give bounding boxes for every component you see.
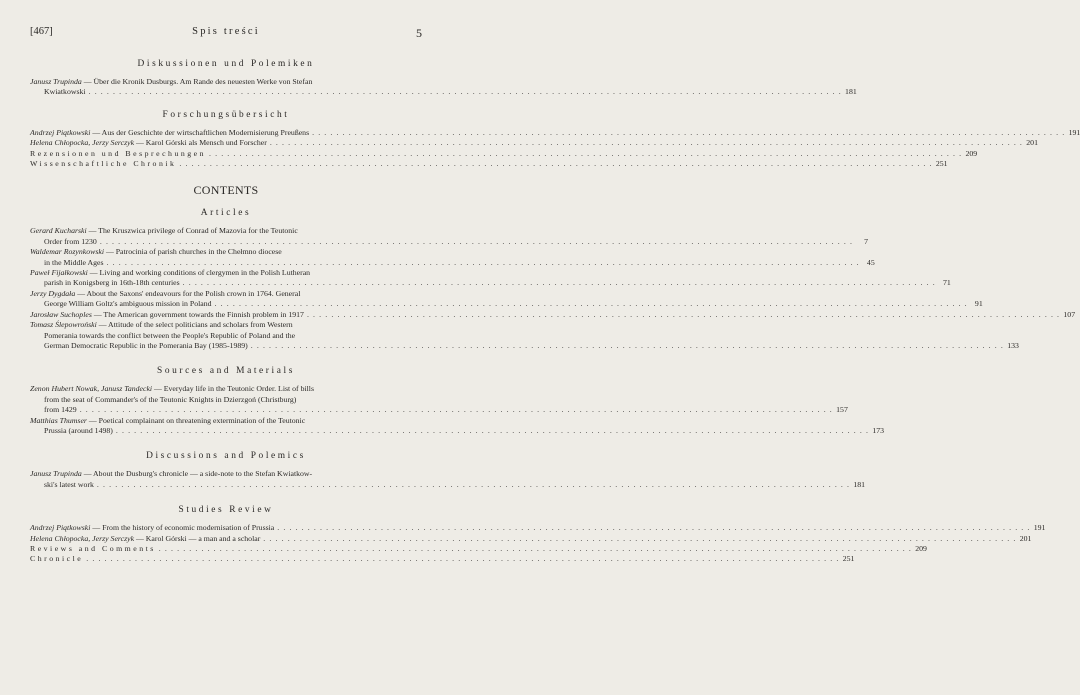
toc-line xyxy=(30,247,422,257)
toc-line xyxy=(30,77,422,87)
entry-page-number: 71 xyxy=(943,278,951,288)
entry-title: — The Kruszwica privilege of Conrad of Mazovia for the Teutonic xyxy=(86,226,298,236)
entry-text xyxy=(44,258,104,268)
dot-leader xyxy=(107,258,860,268)
entry-text xyxy=(30,416,305,426)
toc-line xyxy=(30,268,422,278)
table-of-contents xyxy=(30,58,1080,565)
toc-entry xyxy=(30,523,1046,533)
entry-title: — Karol Górski als Mensch und Forscher xyxy=(134,138,267,148)
entry-title: Rezensionen und Besprechungen xyxy=(30,148,206,158)
dot-leader xyxy=(116,426,869,436)
entry-author: Helena Chłopocka, Jerzy Serczyk xyxy=(30,533,135,543)
toc-entry xyxy=(30,384,848,415)
toc-entry xyxy=(30,247,875,268)
toc-entry xyxy=(30,148,978,159)
toc-line xyxy=(30,469,422,479)
dot-leader xyxy=(86,554,839,564)
entry-title: Kwiatkowski xyxy=(44,87,86,97)
entry-author: Andrzej Piątkowski xyxy=(30,523,91,533)
toc-entry xyxy=(30,288,983,310)
toc-line xyxy=(30,320,422,330)
entry-text xyxy=(30,289,300,299)
toc-line xyxy=(30,257,875,268)
header-title: Spis treści xyxy=(192,26,260,37)
section-spacer xyxy=(30,490,422,504)
entry-text xyxy=(44,395,296,405)
entry-page-number: 251 xyxy=(935,159,948,169)
toc-line xyxy=(30,395,422,405)
toc-entry xyxy=(30,533,1032,544)
entry-author: Janusz Trupinda xyxy=(30,77,82,86)
page-header xyxy=(30,26,422,40)
toc-line xyxy=(30,236,868,247)
entry-page-number: 173 xyxy=(872,425,885,435)
entry-text xyxy=(30,226,298,236)
entry-page-number: 209 xyxy=(915,543,927,553)
entry-text xyxy=(44,237,97,247)
entry-text xyxy=(44,331,295,341)
contents-heading: CONTENTS xyxy=(193,183,259,198)
entry-author: Jarosław Suchoples xyxy=(30,309,92,319)
entry-text xyxy=(30,469,312,479)
entry-page-number: 157 xyxy=(836,405,848,415)
toc-line xyxy=(30,416,422,426)
entry-author: Zenon Hubert Nowak, Janusz Tandecki xyxy=(30,384,153,394)
entry-title: George William Goltz's ambiguous mission in Poland xyxy=(44,299,212,309)
entry-title: parish in Konigsberg in 16th-18th centuries xyxy=(44,278,180,288)
entry-author: Jerzy Dygdała xyxy=(30,288,76,298)
toc-line xyxy=(30,384,422,394)
dot-leader xyxy=(100,237,853,247)
section-heading: Diskussionen und Polemiken xyxy=(137,59,315,69)
section-spacer xyxy=(30,169,422,183)
entry-title: — The American government towards the Finnish problem in 1917 xyxy=(91,309,304,319)
toc-entry xyxy=(30,77,857,98)
entry-author: Tomasz Ślepowroński xyxy=(30,320,97,330)
dot-leader xyxy=(312,128,1065,138)
toc-entry xyxy=(30,127,1080,138)
toc-line xyxy=(30,554,855,564)
entry-author: Matthias Thumser xyxy=(30,415,87,425)
entry-author: Gerard Kucharski xyxy=(30,226,87,236)
dot-leader xyxy=(97,480,850,490)
entry-title: — Living and working conditions of clergymen in the Polish Lutheran xyxy=(87,268,311,278)
entry-page-number: 107 xyxy=(1063,309,1076,319)
entry-title: — Aus der Geschichte der wirtschaftlichen Modernisierung Preußens xyxy=(90,127,310,137)
toc-line xyxy=(30,159,948,169)
toc-entry xyxy=(30,543,927,554)
toc-line xyxy=(30,340,1019,351)
dot-leader xyxy=(307,310,1060,320)
entry-text xyxy=(30,320,293,330)
section-spacer xyxy=(30,436,422,450)
entry-page-number: 201 xyxy=(1019,533,1032,543)
entry-author: Helena Chłopocka, Jerzy Serczyk xyxy=(30,138,135,148)
section-heading: Studies Review xyxy=(178,505,274,516)
entry-page-number: 91 xyxy=(974,299,983,309)
header-page-number: 5 xyxy=(416,26,422,40)
entry-title: Wissenschaftliche Chronik xyxy=(30,159,177,169)
entry-page-number: 191 xyxy=(1068,127,1080,137)
entry-text xyxy=(30,247,282,257)
entry-title: — Karol Górski — a man and a scholar xyxy=(134,533,261,543)
toc-entry xyxy=(30,469,866,490)
dot-leader xyxy=(263,534,1016,544)
section-spacer xyxy=(30,351,422,365)
entry-title: in the Middle Ages xyxy=(44,257,104,267)
section-heading: Sources and Materials xyxy=(157,366,295,377)
toc-entry xyxy=(30,320,1019,351)
entry-text xyxy=(30,310,304,320)
entry-text xyxy=(44,278,180,288)
toc-entry xyxy=(30,226,868,247)
entry-title: Chronicle xyxy=(30,554,84,564)
entry-text xyxy=(30,554,83,564)
entry-text xyxy=(30,534,260,544)
entry-page-number: 181 xyxy=(853,479,866,489)
toc-entry xyxy=(30,159,948,169)
toc-line xyxy=(30,138,1038,148)
dot-leader xyxy=(159,544,912,554)
toc-line xyxy=(30,523,1046,533)
entry-author: Andrzej Piątkowski xyxy=(30,127,91,137)
entry-text xyxy=(30,523,274,533)
entry-text xyxy=(30,159,176,169)
entry-title: Reviews and Comments xyxy=(30,543,156,553)
section-heading: Articles xyxy=(200,208,252,219)
entry-text xyxy=(30,544,156,554)
entry-text xyxy=(30,138,267,148)
entry-text xyxy=(44,426,113,436)
toc-line xyxy=(30,299,983,309)
entry-title: — Everyday life in the Teutonic Order. List of bills xyxy=(152,384,315,394)
entry-text xyxy=(44,341,248,351)
toc-line xyxy=(30,127,1080,138)
entry-text xyxy=(44,405,77,415)
entry-title: — About the Saxons' endeavours for the Polish crown in 1764. General xyxy=(75,288,301,298)
entry-title: — Über die Kronik Dusburgs. Am Rande des neuesten Werke von Stefan xyxy=(81,77,313,86)
entry-title: — From the history of economic modernisation of Prussia xyxy=(90,523,275,533)
toc-line xyxy=(30,533,1032,544)
toc-entry xyxy=(30,268,951,289)
entry-text xyxy=(30,128,309,138)
entry-text xyxy=(44,87,86,97)
dot-leader xyxy=(209,149,962,159)
entry-text xyxy=(30,268,310,278)
entry-title: Prussia (around 1498) xyxy=(44,425,113,435)
toc-line xyxy=(30,425,885,436)
entry-page-number: 201 xyxy=(1026,138,1038,148)
entry-text xyxy=(30,77,312,87)
toc-line xyxy=(30,543,927,554)
entry-text xyxy=(44,480,94,490)
toc-line xyxy=(30,405,848,415)
toc-entry xyxy=(30,415,885,437)
entry-page-number: 7 xyxy=(864,236,868,246)
entry-text xyxy=(44,299,212,309)
entry-title: German Democratic Republic in the Pomerania Bay (1985-1989) xyxy=(44,340,248,350)
entry-title: Pomerania towards the conflict between the People's Republic of Poland and the xyxy=(44,330,296,340)
entry-title: from 1429 xyxy=(44,405,77,415)
entry-title: — About the Dusburg's chronicle — a side-note to the Stefan Kwiatkow- xyxy=(81,469,313,479)
entry-page-number: 133 xyxy=(1007,340,1019,350)
entry-text xyxy=(30,384,314,394)
entry-page-number: 191 xyxy=(1033,523,1046,533)
toc-line xyxy=(30,148,978,159)
toc-entry xyxy=(30,309,1076,320)
dot-leader xyxy=(270,138,1023,148)
entry-page-number: 251 xyxy=(842,554,855,564)
header-issue-number: [467] xyxy=(30,26,53,37)
entry-title: ski's latest work xyxy=(44,479,94,489)
section-spacer xyxy=(30,98,422,109)
toc-entry xyxy=(30,554,855,564)
toc-entry xyxy=(30,138,1038,148)
toc-line xyxy=(30,331,422,341)
toc-line xyxy=(30,226,422,236)
toc-line xyxy=(30,87,857,97)
entry-author: Paweł Fijałkowski xyxy=(30,268,88,278)
toc-line xyxy=(30,479,866,490)
dot-leader xyxy=(183,278,936,288)
dot-leader xyxy=(80,405,833,415)
entry-title: — Patrocinia of parish churches in the Chełmno diocese xyxy=(104,247,282,257)
dot-leader xyxy=(277,523,1030,533)
entry-title: Order from 1230 xyxy=(44,236,97,246)
entry-text xyxy=(30,149,206,159)
dot-leader xyxy=(215,299,968,309)
entry-author: Waldemar Rozynkowski xyxy=(30,247,104,257)
entry-title: — Attitude of the select politicians and scholars from Western xyxy=(96,320,293,330)
dot-leader xyxy=(251,341,1004,351)
dot-leader xyxy=(179,159,932,169)
entry-page-number: 181 xyxy=(845,87,857,97)
entry-title: from the seat of Commander's of the Teutonic Knights in Dzierzgoń (Christburg) xyxy=(44,394,297,404)
section-heading: Discussions and Polemics xyxy=(146,451,306,462)
toc-line xyxy=(30,278,951,288)
toc-line xyxy=(30,309,1076,320)
dot-leader xyxy=(89,87,842,97)
toc-line xyxy=(30,289,422,299)
entry-title: — Poetical complainant on threatening extermination of the Teutonic xyxy=(86,415,306,425)
entry-page-number: 209 xyxy=(965,148,978,158)
section-heading: Forschungsübersicht xyxy=(162,109,290,120)
entry-author: Janusz Trupinda xyxy=(30,469,82,479)
entry-page-number: 45 xyxy=(866,257,875,267)
